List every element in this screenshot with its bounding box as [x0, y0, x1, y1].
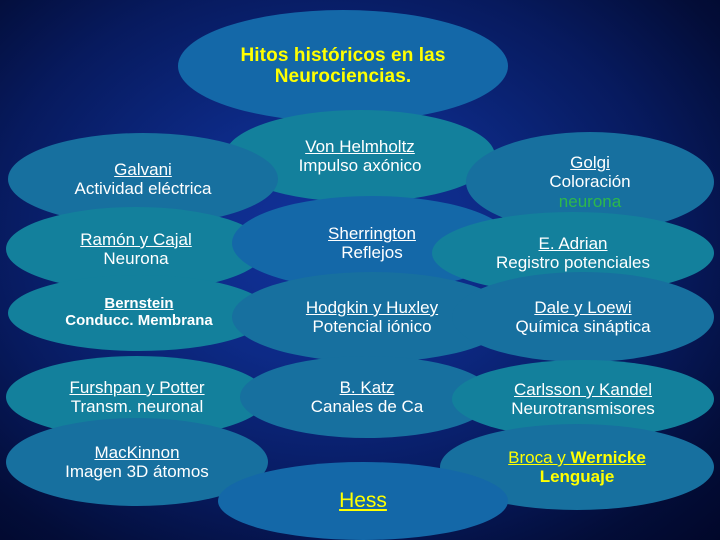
- node-desc-line-2: neurona: [558, 191, 622, 211]
- slide-title-line-1: Hitos históricos en las: [240, 44, 446, 66]
- node-name: [508, 448, 646, 467]
- node-name: Hess: [339, 489, 387, 513]
- node-desc: Neurona: [103, 249, 169, 268]
- node-name: Ramón y Cajal: [80, 229, 192, 249]
- node-hess: [218, 462, 508, 540]
- title-ellipse: [178, 10, 508, 122]
- node-name-part-1: Broca y: [508, 447, 571, 467]
- node-desc: Conducc. Membrana: [65, 312, 213, 329]
- node-name: Galvani: [114, 159, 172, 179]
- node-name-part-2: Wernicke: [570, 447, 646, 467]
- node-name: Carlsson y Kandel: [514, 379, 652, 399]
- node-desc: Actividad eléctrica: [74, 179, 212, 198]
- node-name: Von Helmholtz: [305, 136, 415, 156]
- node-desc: Lenguaje: [539, 467, 615, 486]
- slide-title-line-2: Neurociencias.: [274, 66, 412, 87]
- node-desc: Química sináptica: [515, 317, 651, 336]
- node-desc: Reflejos: [341, 243, 403, 262]
- node-desc: Imagen 3D átomos: [65, 462, 209, 481]
- node-desc: Canales de Ca: [310, 397, 424, 416]
- node-name: B. Katz: [339, 377, 395, 397]
- node-name: Furshpan y Potter: [69, 377, 205, 397]
- node-name: Dale y Loewi: [534, 297, 632, 317]
- node-desc: Impulso axónico: [298, 156, 422, 175]
- node-name: Bernstein: [104, 295, 174, 313]
- node-dale-y-loewi: [452, 272, 714, 362]
- node-desc-line-1: Coloración: [549, 172, 631, 192]
- node-name: Golgi: [570, 153, 610, 173]
- node-desc: Potencial iónico: [312, 317, 432, 336]
- node-bernstein: [8, 275, 270, 351]
- node-desc: Transm. neuronal: [70, 397, 204, 416]
- node-name: MacKinnon: [94, 442, 180, 462]
- node-name: Sherrington: [328, 223, 416, 243]
- node-desc: Registro potenciales: [495, 253, 651, 272]
- node-desc: Neurotransmisores: [511, 399, 655, 418]
- node-name: Hodgkin y Huxley: [305, 297, 439, 317]
- node-name: E. Adrian: [538, 233, 608, 253]
